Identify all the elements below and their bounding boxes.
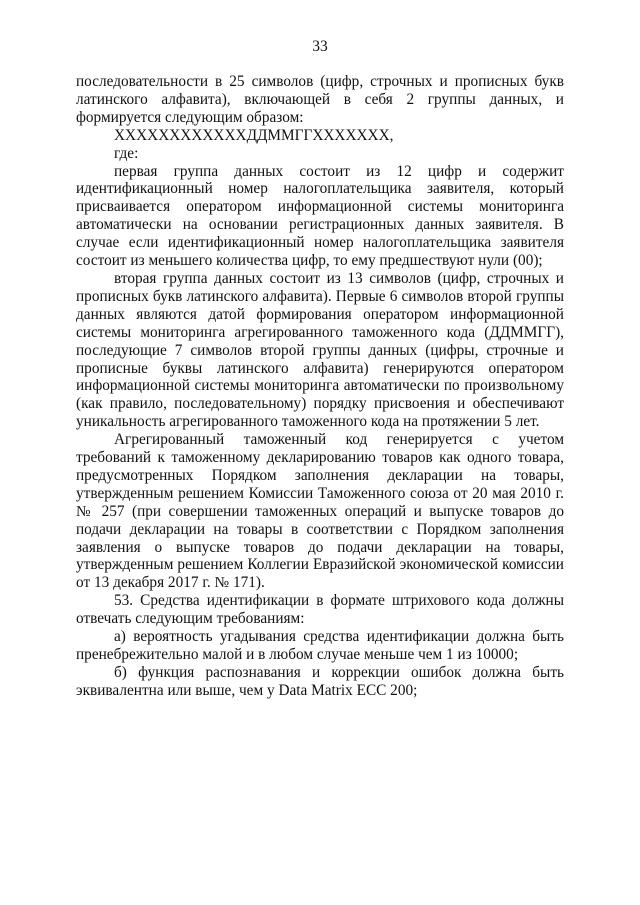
paragraph-item-a: а) вероятность угадывания средства идентификации должна быть пренебрежительно малой и в любом случае меньше чем 1 из 10000;	[76, 628, 564, 663]
paragraph-section-53: 53. Средства идентификации в формате штрихового кода должны отвечать следующим требованиям:	[76, 592, 564, 628]
code-format-formula: ХХХХХХХХХХХХДДММГГХХХХХХХ,	[114, 126, 394, 144]
paragraph-where: где:	[114, 144, 139, 162]
paragraph-second-group: вторая группа данных состоит из 13 символов (цифр, строчных и прописных букв латинского алфавита). Первые 6 символов второй группы данных являются датой формирования оператором информационной системы мониторинга агрегированного таможенного кода (ДДММГГ), последующие 7 символов второй группы данных (цифры, строчные и прописные буквы латинского алфавита) генерируются оператором информационной системы мониторинга автоматически по произвольному (как правило, последовательному) порядку присвоения и обеспечивают уникальность агрегированного таможенного кода на протяжении 5 лет.	[76, 269, 564, 431]
paragraph-item-b: б) функция распознавания и коррекции ошибок должна быть эквивалентна или выше, чем у Data Matrix ECC 200;	[76, 663, 564, 699]
paragraph-intro: последовательности в 25 символов (цифр, строчных и прописных букв латинского алфавита), включающей в себя 2 группы данных, и формируется следующим образом:	[76, 73, 564, 126]
paragraph-first-group: первая группа данных состоит из 12 цифр и содержит идентификационный номер налогоплательщика заявителя, который присваивается оператором информационной системы мониторинга автоматически на основании регистрационных данных заявителя. В случае если идентификационный номер налогоплательщика заявителя состоит из меньшего количества цифр, то ему предшествуют нули (00);	[76, 162, 564, 270]
document-body	[76, 73, 564, 700]
paragraph-aggregated-code: Агрегированный таможенный код генерируется с учетом требований к таможенному декларированию товаров как одного товара, предусмотренных Порядком заполнения декларации на товары, утвержденным решением Комиссии Таможенного союза от 20 мая 2010 г. № 257 (при совершении таможенных операций и выпуске товаров до подачи декларации на товары в соответствии с Порядком заполнения заявления о выпуске товаров до подачи декларации на товары, утвержденным решением Коллегии Евразийской экономической комиссии от 13 декабря 2017 г. № 171).	[76, 431, 564, 592]
page-number: 33	[312, 38, 328, 55]
